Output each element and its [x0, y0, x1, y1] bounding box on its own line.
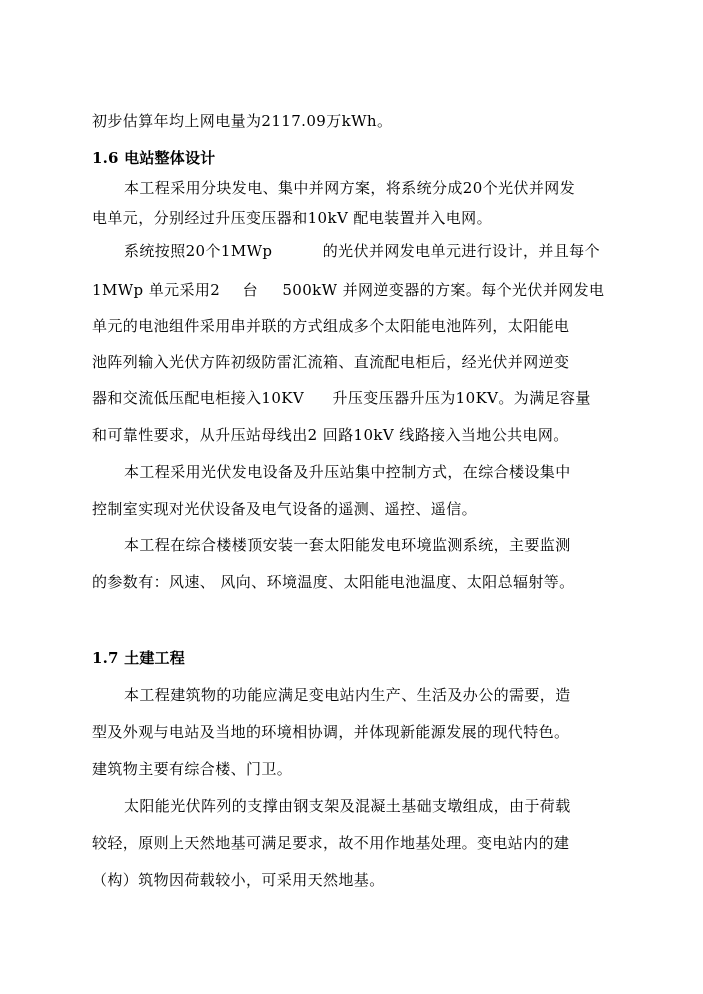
paragraph-line: [92, 352, 569, 372]
section-number: 1.6: [92, 149, 119, 167]
paragraph-text: 控制室实现对光伏设备及电气设备的遥测、遥控、遥信。: [92, 500, 478, 518]
paragraph-text: 升压变压器升压为10KV。为满足容量: [332, 389, 591, 407]
paragraph-line: [124, 685, 571, 705]
paragraph-text: 建筑物主要有综合楼、门卫。: [92, 760, 293, 778]
paragraph-text: 电单元，分别经过升压变压器和10kV 配电装置并入电网。: [92, 209, 492, 227]
paragraph-text: 500kW 并网逆变器的方案。每个光伏并网发电: [282, 281, 605, 299]
paragraph-text: 较轻，原则上天然地基可满足要求，故不用作地基处理。变电站内的建: [92, 834, 570, 852]
paragraph-line: [92, 572, 575, 592]
paragraph-line: [92, 316, 569, 336]
paragraph-text: 本工程在综合楼楼顶安装一套太阳能发电环境监测系统，主要监测: [124, 536, 571, 554]
paragraph-text: 器和交流低压配电柜接入10KV: [92, 389, 305, 407]
paragraph-line: [92, 870, 385, 890]
paragraph-line: [124, 462, 571, 482]
intro-line: [92, 111, 392, 131]
section-1-7-heading: [92, 648, 185, 668]
section-title: 土建工程: [124, 649, 185, 667]
paragraph-text: 本工程建筑物的功能应满足变电站内生产、生活及办公的需要，造: [124, 686, 571, 704]
paragraph-line: [124, 178, 575, 198]
paragraph-text: 系统按照20个1MWp: [124, 242, 273, 260]
paragraph-text: 的参数有：风速、 风向、环境温度、太阳能电池温度、太阳总辐射等。: [92, 573, 575, 591]
paragraph-line: [92, 722, 569, 742]
paragraph-text: （构）筑物因荷载较小，可采用天然地基。: [92, 871, 385, 889]
paragraph-text: 池阵列输入光伏方阵初级防雷汇流箱、直流配电柜后，经光伏并网逆变: [92, 353, 570, 371]
section-title: 电站整体设计: [124, 149, 216, 167]
paragraph-text: 太阳能光伏阵列的支撑由钢支架及混凝土基础支墩组成，由于荷载: [124, 797, 571, 815]
section-number: 1.7: [92, 649, 119, 667]
paragraph-line: [92, 208, 492, 228]
section-1-6-heading: [92, 148, 215, 168]
paragraph-text: 台: [242, 281, 258, 299]
paragraph-text: 本工程采用分块发电、集中并网方案，将系统分成20个光伏并网发: [124, 179, 576, 197]
paragraph-text: 1MWp 单元采用2: [92, 281, 221, 299]
paragraph-line: [124, 535, 571, 555]
paragraph-line: [92, 499, 477, 519]
paragraph-line: [92, 833, 569, 853]
paragraph-line: [124, 796, 571, 816]
paragraph-text: 和可靠性要求，从升压站母线出2 回路10kV 线路接入当地公共电网。: [92, 426, 569, 444]
paragraph-line: [92, 425, 569, 445]
intro-line-text: 初步估算年均上网电量为2117.09万kWh。: [92, 112, 393, 130]
paragraph-line: [92, 759, 292, 779]
paragraph-text: 单元的电池组件采用串并联的方式组成多个太阳能电池阵列，太阳能电: [92, 317, 570, 335]
paragraph-text: 的光伏并网发电单元进行设计，并且每个: [322, 242, 600, 260]
paragraph-line: [92, 280, 604, 300]
paragraph-text: 型及外观与电站及当地的环境相协调，并体现新能源发展的现代特色。: [92, 723, 570, 741]
paragraph-line: [124, 241, 600, 261]
paragraph-line: [92, 388, 591, 408]
paragraph-text: 本工程采用光伏发电设备及升压站集中控制方式，在综合楼设集中: [124, 463, 571, 481]
